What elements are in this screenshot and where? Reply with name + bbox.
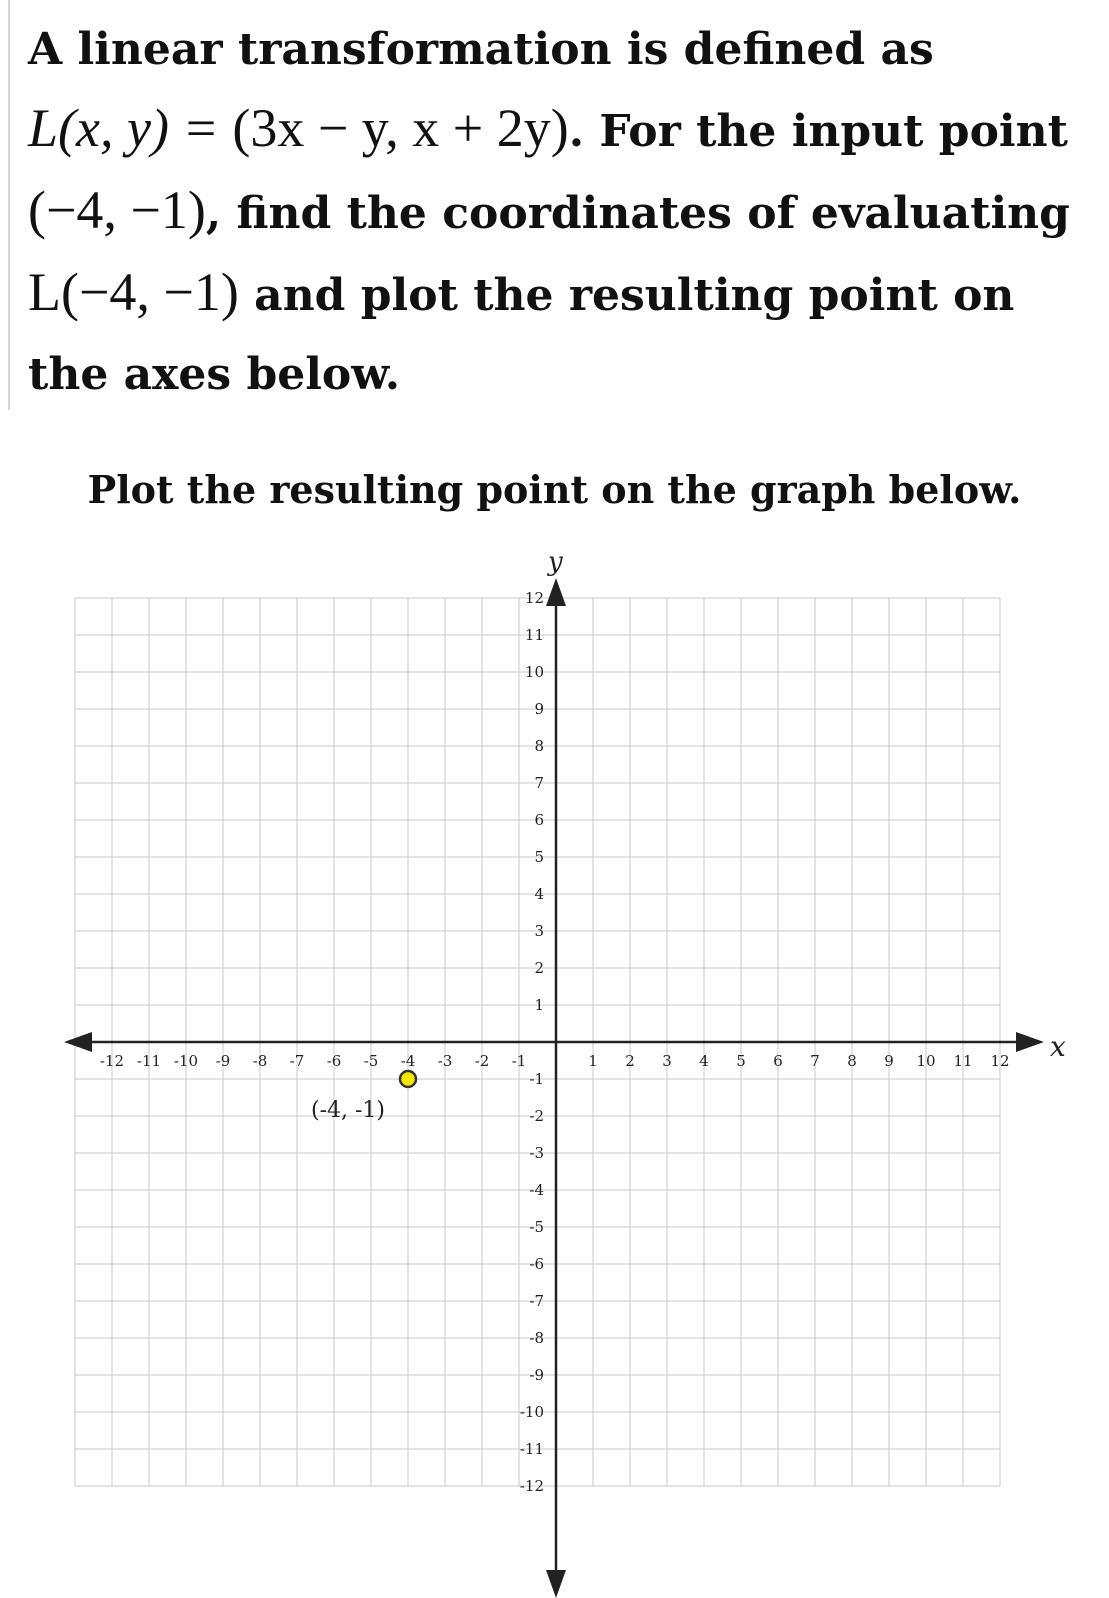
y-tick-label: -10 [519, 1403, 544, 1421]
y-tick-label: 11 [524, 626, 544, 644]
y-tick-label: 9 [534, 700, 544, 718]
plot-instruction: Plot the resulting point on the graph below. [87, 467, 1022, 512]
y-tick-label: -9 [529, 1366, 544, 1384]
y-axis-top-arrow [546, 578, 566, 606]
y-tick-label: -4 [529, 1181, 544, 1199]
y-tick-label: -7 [529, 1292, 544, 1310]
input-point: (−4, −1) [28, 180, 206, 240]
y-tick-label: 10 [524, 663, 544, 681]
data-point[interactable] [400, 1071, 416, 1087]
y-axis-bottom-arrow [546, 1570, 566, 1598]
x-tick-label: 10 [916, 1052, 936, 1070]
y-axis-label: y [548, 547, 563, 577]
y-tick-label: -5 [529, 1218, 544, 1236]
y-tick-label: 6 [534, 811, 544, 829]
x-tick-label: 6 [773, 1052, 783, 1070]
coordinate-graph[interactable] [0, 540, 1109, 1598]
function-definition: L(x, y) = (3x − y, x + 2y) [28, 98, 569, 158]
x-tick-label: 2 [625, 1052, 635, 1070]
data-point-label: (-4, -1) [310, 1098, 386, 1123]
x-axis-label: x [1050, 1030, 1066, 1063]
x-tick-label: 7 [810, 1052, 820, 1070]
x-tick-label: 12 [990, 1052, 1010, 1070]
y-tick-label: -8 [529, 1329, 544, 1347]
question-closing: and plot the resulting point on the axes below. [28, 270, 1015, 400]
y-tick-label: -12 [519, 1477, 544, 1495]
x-tick-label: 11 [953, 1052, 973, 1070]
y-tick-label: 3 [534, 922, 544, 940]
y-tick-label: 4 [534, 885, 544, 903]
x-tick-label: -1 [511, 1052, 527, 1070]
x-tick-label: -8 [252, 1052, 268, 1070]
x-tick-label: 9 [884, 1052, 894, 1070]
x-tick-label: 3 [662, 1052, 672, 1070]
x-tick-label: -9 [215, 1052, 231, 1070]
x-tick-label: -5 [363, 1052, 379, 1070]
left-border-rule [8, 0, 10, 410]
x-tick-label: -11 [136, 1052, 162, 1070]
question-intro: A linear transformation is defined as [28, 24, 934, 75]
x-tick-label: -2 [474, 1052, 490, 1070]
question-middle: . For the input point [568, 106, 1068, 157]
y-tick-label: 2 [534, 959, 544, 977]
y-tick-label: -6 [529, 1255, 544, 1273]
y-tick-label: 12 [524, 589, 544, 607]
x-tick-label: -4 [400, 1052, 416, 1070]
y-tick-label: -3 [529, 1144, 544, 1162]
y-tick-label: 5 [534, 848, 544, 866]
x-tick-label: -12 [99, 1052, 125, 1070]
y-tick-label: 1 [534, 996, 544, 1014]
x-tick-label: 8 [847, 1052, 857, 1070]
axes [64, 547, 1066, 1598]
x-tick-label: -7 [289, 1052, 305, 1070]
y-tick-label: 8 [534, 737, 544, 755]
question-text [28, 10, 1088, 414]
x-axis-left-arrow [64, 1032, 92, 1052]
x-tick-label: -3 [437, 1052, 453, 1070]
y-tick-label: -1 [529, 1070, 544, 1088]
x-tick-label: -10 [173, 1052, 199, 1070]
y-tick-label: -11 [519, 1440, 544, 1458]
question-after-point: , find the coordinates of evaluating [205, 188, 1070, 239]
x-tick-label: 4 [699, 1052, 709, 1070]
y-tick-label: -2 [529, 1107, 544, 1125]
x-tick-label: -6 [326, 1052, 342, 1070]
evaluation-expression: L(−4, −1) [28, 262, 239, 322]
x-tick-label: 1 [588, 1052, 598, 1070]
x-tick-label: 5 [736, 1052, 746, 1070]
x-axis-right-arrow [1016, 1032, 1044, 1052]
y-tick-label: 7 [534, 774, 544, 792]
